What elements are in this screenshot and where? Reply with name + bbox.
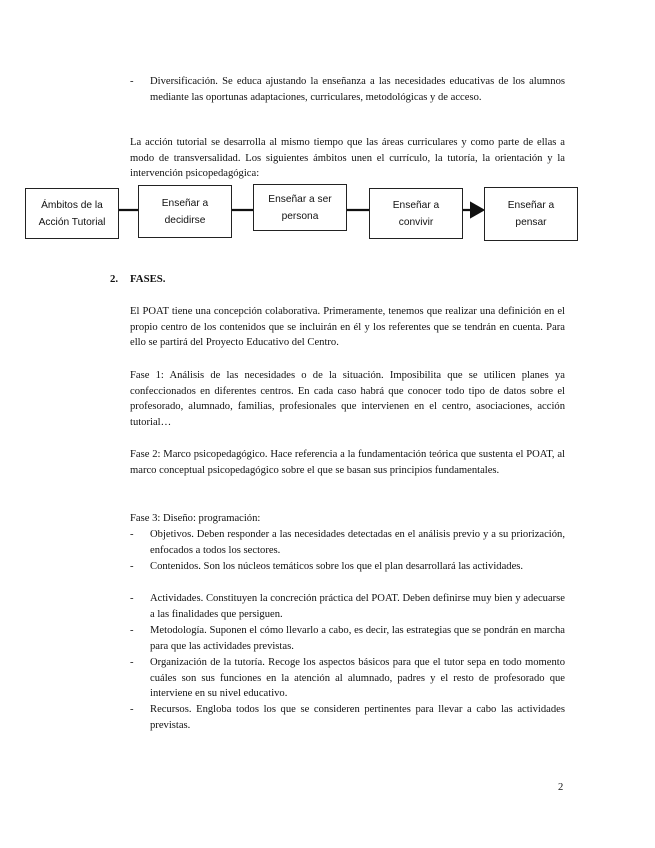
diversificacion-item: Diversificación. Se educa ajustando la enseñanza a las necesidades educativas de los alumnos mediante las oportunas adaptaciones, curriculares, metodológicas y de acceso. (150, 76, 565, 103)
box-label-line: Enseñar a (161, 197, 209, 209)
list-item-organizacion: Organización de la tutoría. Recoge los aspectos básicos para que el tutor sepa en todo momento cuáles son sus funciones en la atención al alumnado, padres y el resto de profesorado que interviene en su nivel educativo. (150, 657, 565, 700)
box-label-line: Ámbitos de la (41, 199, 103, 211)
box-ensenar-convivir (369, 188, 463, 239)
box-ensenar-ser-persona (253, 184, 347, 231)
section-title: FASES. (130, 273, 166, 285)
list-item-contenidos: Contenidos. Son los núcleos temáticos sobre los que el plan desarrollará las actividades. (150, 561, 524, 572)
bullet-dash: - (130, 657, 134, 668)
page-number: 2 (558, 782, 564, 793)
box-label-line: pensar (515, 217, 547, 228)
box-label-line: decidirse (164, 214, 206, 226)
list-item-recursos: Recursos. Engloba todos los que se consideren pertinentes para llevar a cabo las actividades previstas. (150, 704, 565, 731)
bullet-dash: - (130, 625, 134, 636)
bullet-dash: - (130, 704, 134, 715)
list-item-objetivos: Objetivos. Deben responder a las necesidades detectadas en el análisis previo y a su priorización, enfocados a todos los sectores. (150, 529, 565, 556)
box-label-line: convivir (398, 216, 434, 228)
box-ambitos-accion-tutorial (25, 188, 119, 239)
fase1-paragraph: Fase 1: Análisis de las necesidades o de la situación. Imposibilita que se utilicen planes ya confeccionados en diferentes centros. En cada caso habrá que conocer todo tipo de datos sobre el profesorado, alumnado, familias, profesionales que intervienen en el centro, asociaciones, acción tutorial… (130, 370, 565, 428)
list-item-metodologia: Metodología. Suponen el cómo llevarlo a cabo, es decir, las estrategias que se pondrán en marcha para que las actividades previstas. (150, 625, 565, 652)
box-label-line: Enseñar a ser (268, 193, 332, 205)
fase2-paragraph: Fase 2: Marco psicopedagógico. Hace referencia a la fundamentación teórica que sustenta el POAT, al marco conceptual psicopedagógico sobre el que se basan sus principios fundamentales. (130, 449, 565, 476)
bullet-dash: - (130, 561, 134, 572)
bullet-dash: - (130, 529, 134, 540)
box-ensenar-pensar (484, 187, 578, 241)
list-item-actividades: Actividades. Constituyen la concreción práctica del POAT. Deben definirse muy bien y adecuarse a las finalidades que persiguen. (150, 593, 565, 620)
poat-paragraph: El POAT tiene una concepción colaborativa. Primeramente, tenemos que realizar una definición en el propio centro de los contenidos que se incluirán en él y los referentes que se tendrán en cuenta. Para ello se partirá del Proyecto Educativo del Centro. (130, 306, 565, 349)
box-label-line: Acción Tutorial (38, 216, 106, 228)
box-label-line: persona (281, 210, 319, 222)
bullet-dash: - (130, 76, 134, 87)
box-ensenar-decidirse (138, 185, 232, 238)
bullet-dash: - (130, 593, 134, 604)
fase3-heading: Fase 3: Diseño: programación: (130, 513, 261, 524)
box-label-line: Enseñar a (507, 200, 555, 211)
section-number: 2. (110, 273, 119, 285)
box-label-line: Enseñar a (392, 199, 440, 211)
intro-paragraph: La acción tutorial se desarrolla al mismo tiempo que las áreas curriculares y como parte de ellas a modo de transversalidad. Los siguientes ámbitos unen el currículo, la tutoría, la orientación y la intervención psicopedagógica: (130, 137, 565, 180)
